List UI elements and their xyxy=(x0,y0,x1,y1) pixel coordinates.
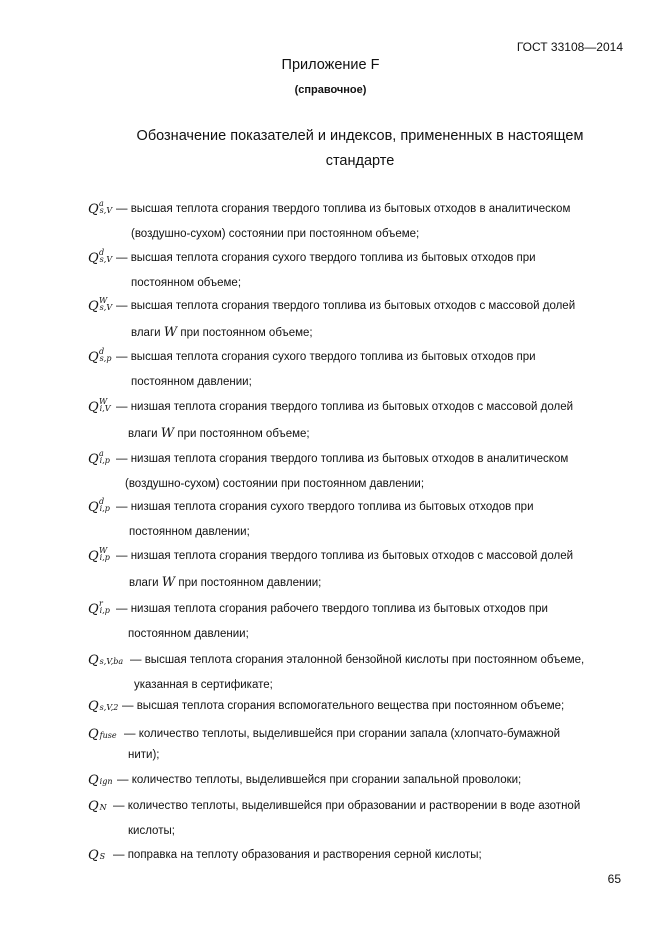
symbol-superscript: a xyxy=(99,199,104,208)
page-number: 65 xyxy=(607,872,621,886)
definition-line-2: кислоты; xyxy=(128,825,175,837)
section-heading-line-2: стандарте xyxy=(325,153,395,169)
standard-number: ГОСТ 33108—2014 xyxy=(516,40,623,54)
definition-line-2 xyxy=(131,325,313,340)
symbol xyxy=(88,654,123,667)
symbol-subscript: i,p xyxy=(99,456,110,465)
symbol-subscript: i,p xyxy=(99,553,110,562)
symbol-subscript: s,V xyxy=(99,303,113,312)
symbol xyxy=(88,199,113,217)
symbol-entry xyxy=(88,398,628,444)
symbol-entry xyxy=(88,725,628,771)
symbol xyxy=(88,700,118,713)
symbol-letter: Q xyxy=(88,602,99,617)
definition-line-2: (воздушно-сухом) состоянии при постоянном давлении; xyxy=(125,478,425,490)
symbol-entry xyxy=(88,348,628,394)
symbol xyxy=(88,800,107,813)
moisture-symbol: W xyxy=(160,426,175,441)
symbol-superscript: r xyxy=(99,599,103,608)
symbol-letter: Q xyxy=(88,299,99,314)
symbol-letter: Q xyxy=(88,500,99,515)
symbol-entry xyxy=(88,200,628,246)
symbol-letter: Q xyxy=(88,773,99,788)
definition-line-2: указанная в сертификате; xyxy=(134,679,273,691)
symbol-entry xyxy=(88,697,628,719)
definition-text: влаги xyxy=(131,327,161,339)
definition-line-1: — низшая теплота сгорания твердого топлива из бытовых отходов с массовой долей xyxy=(116,550,574,562)
symbol-entry xyxy=(88,651,628,697)
definition-line-2 xyxy=(129,575,321,590)
definition-line-2: (воздушно-сухом) состоянии при постоянном объеме; xyxy=(131,228,420,240)
definition-line-1: — количество теплоты, выделившейся при сгорании запальной проволоки; xyxy=(117,774,522,786)
moisture-symbol: W xyxy=(161,575,176,590)
symbol-subscript: N xyxy=(99,803,107,812)
definition-line-2: постоянном давлении; xyxy=(128,628,249,640)
section-heading xyxy=(70,124,650,174)
symbol xyxy=(88,849,105,862)
symbol-superscript: W xyxy=(99,296,108,305)
symbol xyxy=(88,296,113,314)
symbol xyxy=(88,397,111,415)
symbol-entry xyxy=(88,547,628,593)
definition-line-1: — высшая теплота сгорания вспомогательного вещества при постоянном объеме; xyxy=(122,700,565,712)
symbol-letter: Q xyxy=(88,202,99,217)
symbol-subscript: fuse xyxy=(99,731,117,740)
definition-line-1: — высшая теплота сгорания эталонной бензойной кислоты при постоянном объеме, xyxy=(130,654,585,666)
definition-line-2: постоянном давлении; xyxy=(131,376,252,388)
definition-line-1: — высшая теплота сгорания твердого топлива из бытовых отходов с массовой долей xyxy=(116,300,576,312)
symbol xyxy=(88,449,110,467)
definition-line-1: — низшая теплота сгорания рабочего твердого топлива из бытовых отходов при xyxy=(116,603,548,615)
symbol-entry xyxy=(88,249,628,295)
symbol-subscript: s,V,2 xyxy=(99,703,119,712)
symbol-subscript: ign xyxy=(99,777,113,786)
symbol xyxy=(88,774,113,787)
appendix-status: (справочное) xyxy=(294,84,367,96)
symbol-letter: Q xyxy=(88,452,99,467)
symbol-subscript: i,p xyxy=(99,504,110,513)
symbol xyxy=(88,248,113,266)
symbol-subscript: s,p xyxy=(99,354,112,363)
symbol-entry xyxy=(88,771,628,793)
symbol-letter: Q xyxy=(88,799,99,814)
symbol-letter: Q xyxy=(88,727,99,742)
symbol-entry xyxy=(88,498,628,544)
symbol-subscript: i,p xyxy=(99,606,110,615)
symbol-superscript: d xyxy=(99,248,105,257)
symbol-letter: Q xyxy=(88,653,99,668)
symbol-entry xyxy=(88,797,628,843)
symbol-entry xyxy=(88,450,628,496)
symbol-superscript: d xyxy=(99,497,105,506)
definition-line-1: — высшая теплота сгорания сухого твердого топлива из бытовых отходов при xyxy=(116,351,536,363)
section-heading-line-1: Обозначение показателей и индексов, примененных в настоящем xyxy=(136,128,584,144)
symbol-entry xyxy=(88,297,628,343)
definition-line-2: постоянном давлении; xyxy=(129,526,250,538)
moisture-symbol: W xyxy=(163,325,178,340)
definition-text: влаги xyxy=(129,577,159,589)
definition-line-1: — высшая теплота сгорания сухого твердого топлива из бытовых отходов при xyxy=(116,252,536,264)
definition-line-1: — количество теплоты, выделившейся при образовании и растворении в воде азотной xyxy=(113,800,581,812)
definition-text: при постоянном объеме; xyxy=(177,428,310,440)
symbol-subscript: s,V,ba xyxy=(99,657,124,666)
symbol-superscript: a xyxy=(99,449,104,458)
definition-line-1: — высшая теплота сгорания твердого топлива из бытовых отходов в аналитическом xyxy=(116,203,571,215)
definition-text: при постоянном объеме; xyxy=(177,327,313,339)
symbol-letter: Q xyxy=(88,350,99,365)
symbol-entry xyxy=(88,600,628,646)
definition-line-2 xyxy=(128,426,310,441)
symbol-subscript: s,V xyxy=(99,206,113,215)
symbol xyxy=(88,546,110,564)
appendix-title: Приложение F xyxy=(281,57,380,73)
symbol-letter: Q xyxy=(88,400,99,415)
symbol-superscript: W xyxy=(99,546,108,555)
symbol xyxy=(88,728,117,741)
definition-text: при постоянном давлении; xyxy=(175,577,322,589)
symbol-letter: Q xyxy=(88,549,99,564)
definition-line-1: — поправка на теплоту образования и растворения серной кислоты; xyxy=(113,849,482,861)
definition-line-2: нити); xyxy=(128,749,160,761)
definition-line-2: постоянном объеме; xyxy=(131,277,242,289)
symbol-letter: Q xyxy=(88,699,99,714)
symbol-superscript: d xyxy=(99,347,105,356)
definition-line-1: — низшая теплота сгорания твердого топлива из бытовых отходов с массовой долей xyxy=(116,401,574,413)
symbol-letter: Q xyxy=(88,251,99,266)
symbol-entry xyxy=(88,846,628,868)
symbol-superscript: W xyxy=(99,397,108,406)
symbol-subscript: S xyxy=(99,852,106,861)
symbol xyxy=(88,497,110,515)
symbol xyxy=(88,347,112,365)
definition-line-1: — низшая теплота сгорания сухого твердого топлива из бытовых отходов при xyxy=(116,501,534,513)
symbol-subscript: s,V xyxy=(99,255,113,264)
definition-text: влаги xyxy=(128,428,158,440)
definition-line-1: — низшая теплота сгорания твердого топлива из бытовых отходов в аналитическом xyxy=(116,453,569,465)
definition-line-1: — количество теплоты, выделившейся при сгорании запала (хлопчато-бумажной xyxy=(124,728,561,740)
symbol-subscript: i,V xyxy=(99,404,111,413)
symbol-letter: Q xyxy=(88,848,99,863)
symbol xyxy=(88,599,110,617)
